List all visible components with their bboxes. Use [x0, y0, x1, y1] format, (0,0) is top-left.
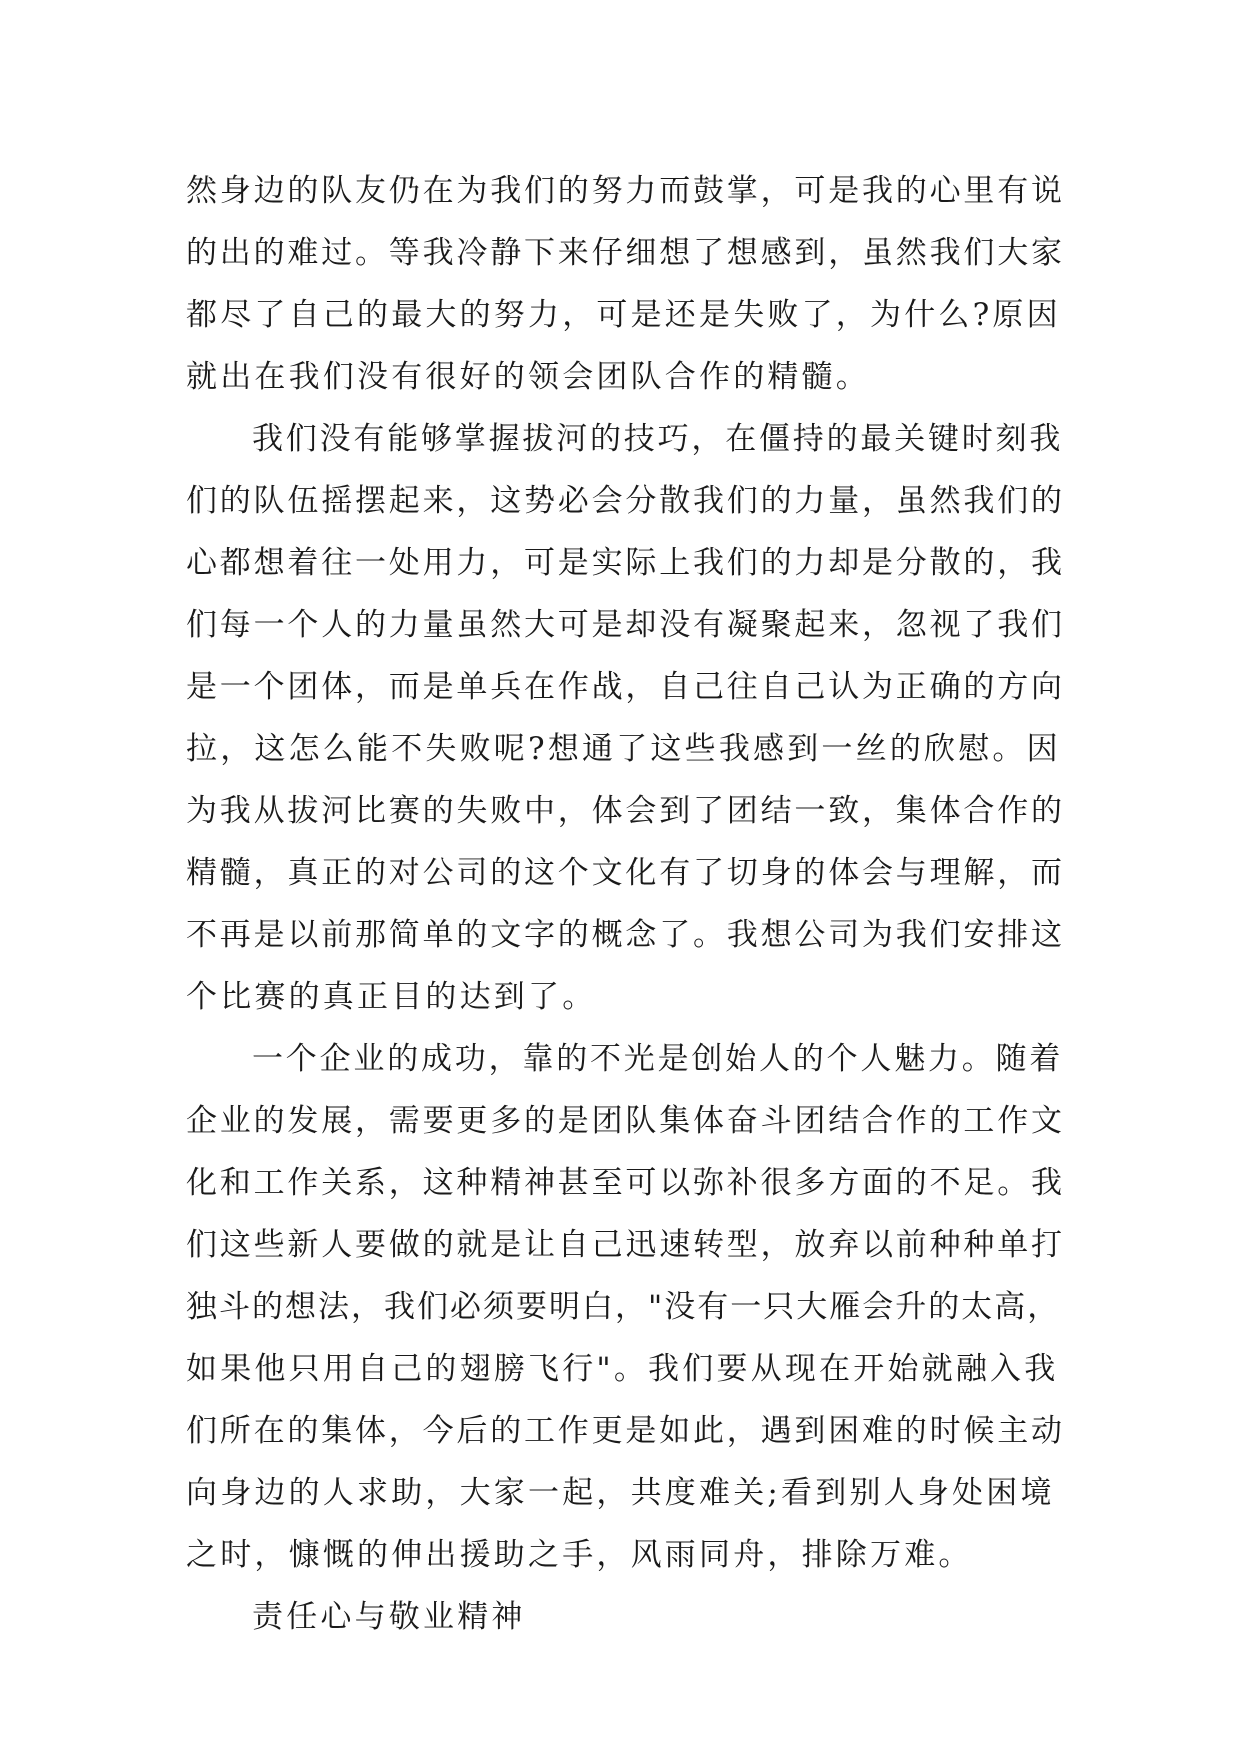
text-line: 是一个团体，而是单兵在作战，自己往自己认为正确的方向	[186, 669, 1065, 705]
text-line: 为我从拔河比赛的失败中，体会到了团结一致，集体合作的	[186, 793, 1065, 829]
text-line: 们这些新人要做的就是让自己迅速转型，放弃以前种种单打	[186, 1227, 1065, 1263]
text-line: 们所在的集体，今后的工作更是如此，遇到困难的时候主动	[186, 1413, 1065, 1449]
text-line: 不再是以前那简单的文字的概念了。我想公司为我们安排这	[186, 917, 1065, 953]
text-line: 然身边的队友仍在为我们的努力而鼓掌，可是我的心里有说	[186, 173, 1065, 209]
document-body	[186, 160, 1066, 1648]
paragraph-first-line: 我们没有能够掌握拔河的技巧，在僵持的最关键时刻我	[252, 421, 1064, 457]
text-line: 都尽了自己的最大的努力，可是还是失败了，为什么?原因	[186, 297, 1061, 333]
text-line: 的出的难过。等我冷静下来仔细想了想感到，虽然我们大家	[186, 235, 1065, 271]
text-line: 们的队伍摇摆起来，这势必会分散我们的力量，虽然我们的	[186, 483, 1065, 519]
paragraph-first-line: 责任心与敬业精神	[252, 1599, 526, 1635]
paragraph-first-line: 一个企业的成功，靠的不光是创始人的个人魅力。随着	[252, 1041, 1064, 1077]
text-line: 如果他只用自己的翅膀飞行"。我们要从现在开始就融入我	[186, 1351, 1059, 1387]
text-line: 精髓，真正的对公司的这个文化有了切身的体会与理解，而	[186, 855, 1065, 891]
text-line: 之时，慷慨的伸出援助之手，风雨同舟，排除万难。	[186, 1537, 973, 1573]
text-line: 化和工作关系，这种精神甚至可以弥补很多方面的不足。我	[186, 1165, 1065, 1201]
text-line: 个比赛的真正目的达到了。	[186, 979, 597, 1015]
text-line: 独斗的想法，我们必须要明白，"没有一只大雁会升的太高，	[186, 1289, 1061, 1325]
text-line: 拉，这怎么能不失败呢?想通了这些我感到一丝的欣慰。因	[186, 731, 1061, 767]
text-line: 就出在我们没有很好的领会团队合作的精髓。	[186, 359, 870, 395]
text-line: 企业的发展，需要更多的是团队集体奋斗团结合作的工作文	[186, 1103, 1065, 1139]
text-line: 们每一个人的力量虽然大可是却没有凝聚起来，忽视了我们	[186, 607, 1065, 643]
text-line: 向身边的人求助，大家一起，共度难关;看到别人身处困境	[186, 1475, 1055, 1511]
text-line: 心都想着往一处用力，可是实际上我们的力却是分散的，我	[186, 545, 1065, 581]
